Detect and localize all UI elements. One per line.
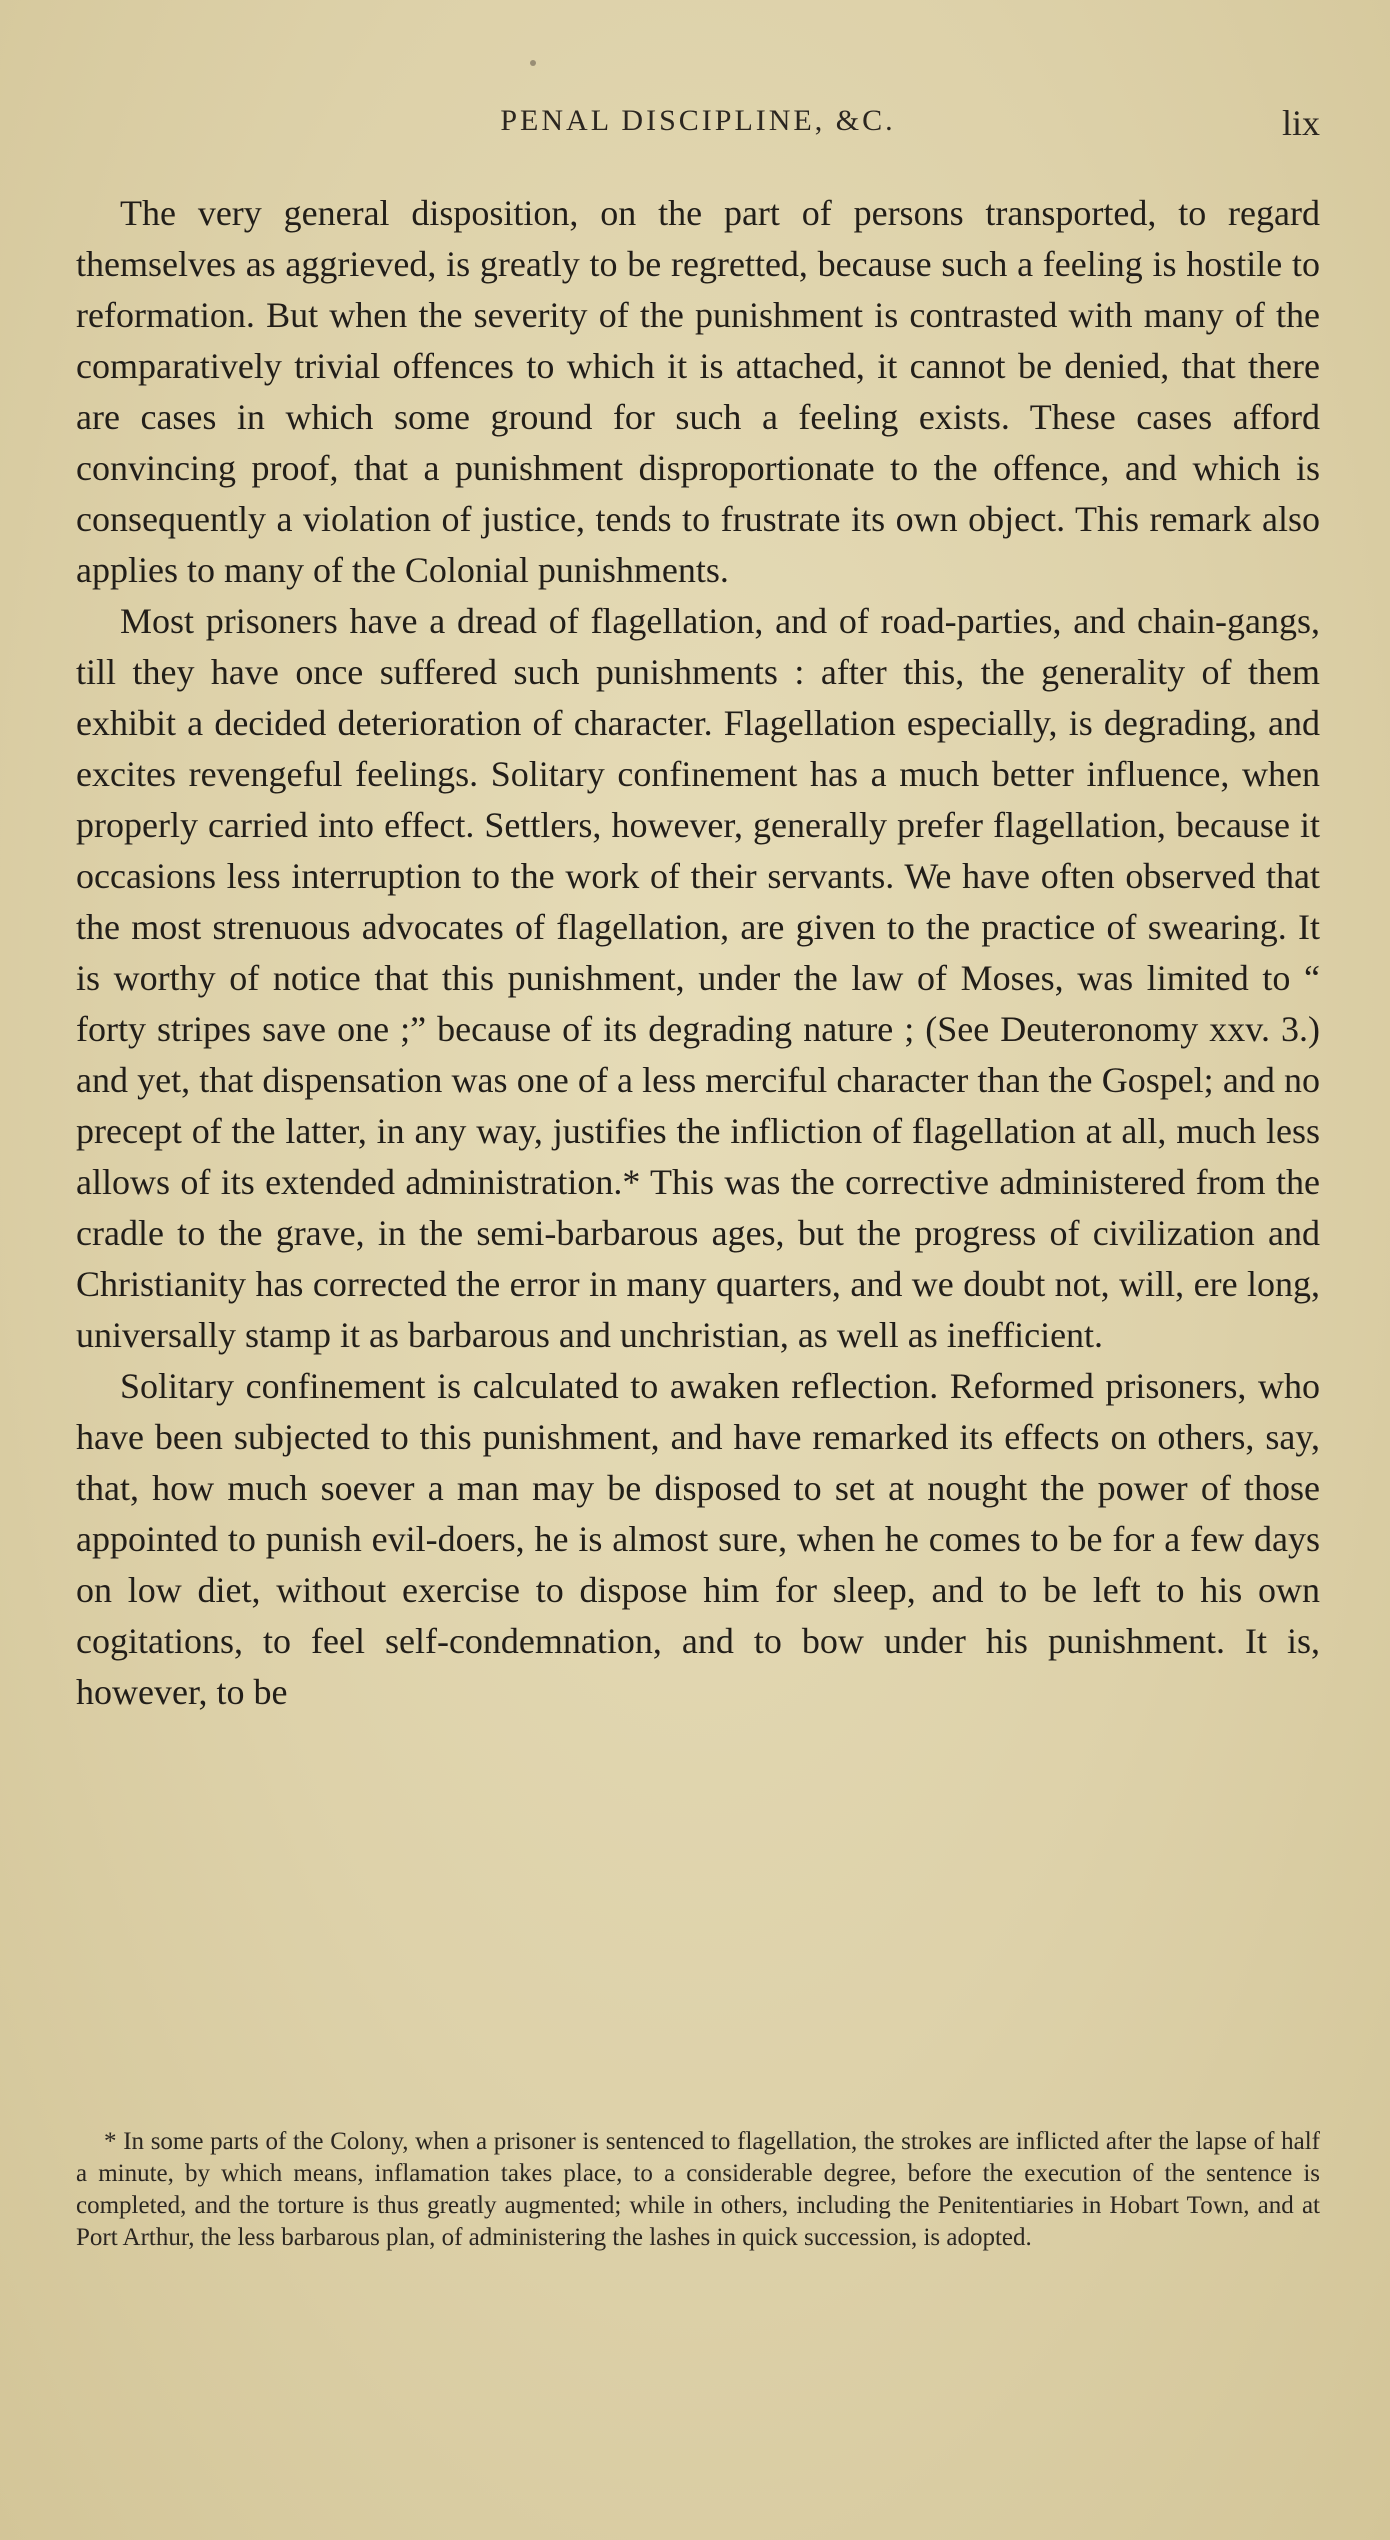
body-text <box>76 188 1320 1718</box>
footnote-text: * In some parts of the Colony, when a prisoner is sentenced to flagellation, the strokes are inflicted after the lapse of half a minute, by which means, inflamation takes place, to a considerable degree, before the execution of the sentence is completed, and the torture is thus greatly augmented; while in others, including the Penitentiaries in Hobart Town, and at Port Arthur, the less barbarous plan, of administering the lashes in quick succession, is adopted. <box>76 2128 1320 2251</box>
paragraph-3: Solitary confinement is calculated to awaken reflection. Reformed prisoners, who have been subjected to this punishment, and have remarked its effects on others, say, that, how much soever a man may be disposed to set at nought the power of those appointed to punish evil-doers, he is almost sure, when he comes to be for a few days on low diet, without exercise to dispose him for sleep, and to be left to his own cogitations, to feel self-condemnation, and to bow under his punishment. It is, however, to be <box>76 1366 1320 1712</box>
running-title: PENAL DISCIPLINE, &C. <box>500 104 896 137</box>
paragraph-2: Most prisoners have a dread of flagellation, and of road-parties, and chain-gangs, till they have once suffered such punishments : after this, the generality of them exhibit a decided deterioration of character. Flagellation especially, is degrading, and excites revengeful feelings. Solitary confinement has a much better influence, when properly carried into effect. Settlers, however, generally prefer flagellation, because it occasions less interruption to the work of their servants. We have often observed that the most strenuous advocates of flagellation, are given to the practice of swearing. It is worthy of notice that this punishment, under the law of Moses, was limited to “ forty stripes save one ;” because of its degrading nature ; (See Deuteronomy xxv. 3.) and yet, that dispensation was one of a less merciful character than the Gospel; and no precept of the latter, in any way, justifies the infliction of flagellation at all, much less allows of its extended administration.* This was the corrective administered from the cradle to the grave, in the semi-barbarous ages, but the progress of civilization and Christianity has corrected the error in many quarters, and we doubt not, will, ere long, universally stamp it as barbarous and unchristian, as well as inefficient. <box>76 601 1320 1355</box>
paragraph-1: The very general disposition, on the part of persons transported, to regard themselves as aggrieved, is greatly to be regretted, because such a feeling is hostile to reformation. But when the severity of the punishment is contrasted with many of the comparatively trivial offences to which it is attached, it cannot be denied, that there are cases in which some ground for such a feeling exists. These cases afford convincing proof, that a punishment disproportionate to the offence, and which is consequently a violation of justice, tends to frustrate its own object. This remark also applies to many of the Colonial punishments. <box>76 193 1320 590</box>
print-speck <box>530 60 536 66</box>
page-header <box>76 104 1320 154</box>
page-number: lix <box>1281 103 1320 143</box>
footnote <box>76 2126 1320 2254</box>
